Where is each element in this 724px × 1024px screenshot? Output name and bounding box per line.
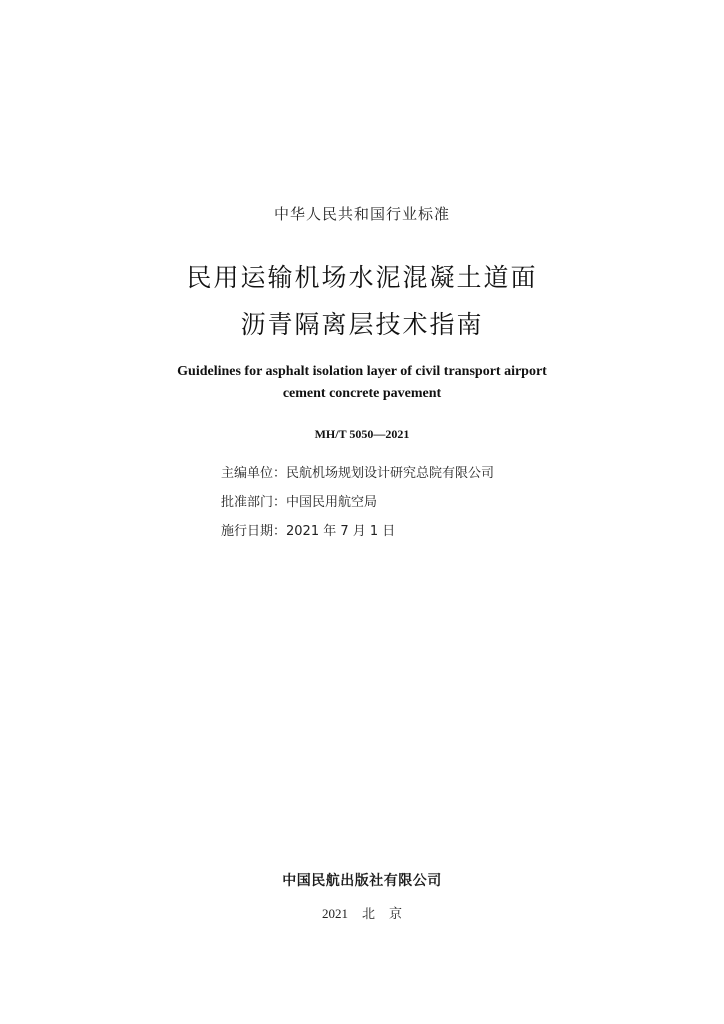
effective-label: 施行日期： [221, 524, 287, 539]
approver-row [221, 491, 377, 510]
title-en-line1: Guidelines for asphalt isolation layer of civil transport airport [177, 364, 547, 379]
standard-series: 中华人民共和国行业标准 [273, 205, 450, 223]
imprint-year: 2021 [321, 906, 348, 921]
editor-value: 民航机场规划设计研究总院有限公司 [286, 466, 495, 481]
approver-label: 批准部门： [221, 495, 287, 510]
standard-code: MH/T 5050—2021 [314, 427, 410, 441]
title-cn-line1: 民用运输机场水泥混凝土道面 [186, 263, 538, 292]
editor-row [221, 462, 494, 481]
effective-value: 2021 年 7 月 1 日 [286, 524, 396, 539]
imprint-city-2: 京 [389, 906, 403, 921]
title-en-line2: cement concrete pavement [282, 386, 442, 401]
imprint [0, 903, 724, 922]
imprint-city-1: 北 [361, 906, 375, 921]
editor-label: 主编单位： [221, 466, 287, 481]
title-cn-line2: 沥青隔离层技术指南 [240, 310, 484, 339]
approver-value: 中国民用航空局 [286, 495, 378, 510]
effective-date-row [221, 520, 395, 539]
publisher: 中国民航出版社有限公司 [282, 873, 442, 889]
